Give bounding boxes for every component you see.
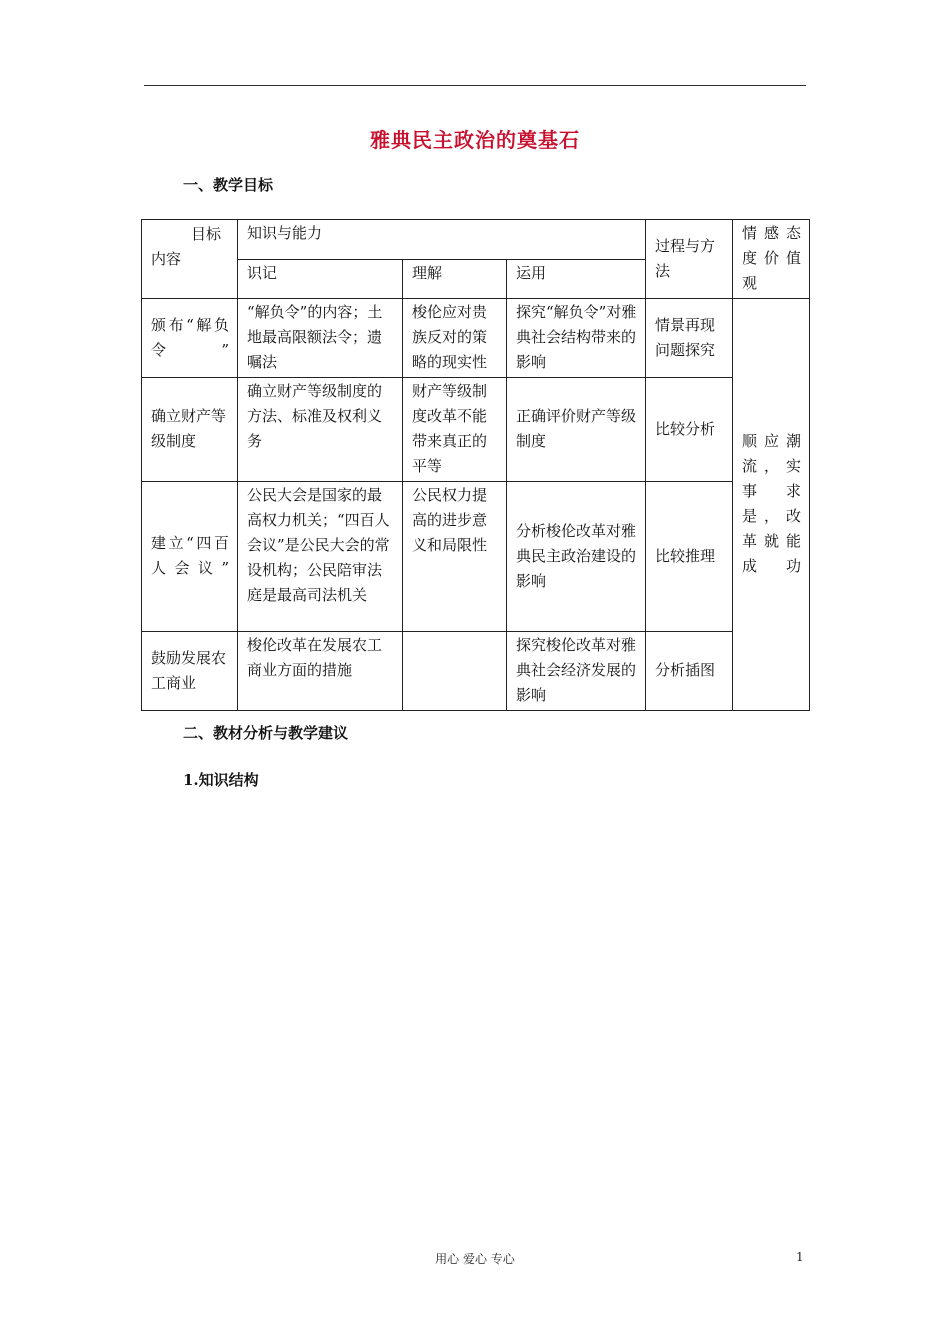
row-process-cell: 比较推理 bbox=[646, 482, 733, 632]
header-memory: 识记 bbox=[238, 259, 403, 299]
section-heading-analysis: 二、教材分析与教学建议 bbox=[183, 724, 349, 742]
row-process-cell: 分析插图 bbox=[646, 632, 733, 711]
row-apply-cell: 探究梭伦改革对雅典社会经济发展的影响 bbox=[507, 632, 646, 711]
row-apply-cell: 正确评价财产等级制度 bbox=[507, 378, 646, 482]
table-header-row bbox=[142, 220, 810, 260]
table-row bbox=[142, 482, 810, 632]
page-number: 1 bbox=[796, 1250, 804, 1264]
row-understand-cell: 公民权力提高的进步意义和局限性 bbox=[403, 482, 507, 632]
row-memory-cell: “解负令”的内容；土地最高限额法令；遗嘱法 bbox=[238, 299, 403, 378]
header-apply: 运用 bbox=[507, 259, 646, 299]
row-understand-cell bbox=[403, 632, 507, 711]
header-rule bbox=[144, 85, 806, 86]
row-content-cell: 颁布“解负令” bbox=[142, 299, 238, 378]
corner-label-content: 内容 bbox=[151, 250, 182, 268]
row-process-cell: 情景再现问题探究 bbox=[646, 299, 733, 378]
document-title: 雅典民主政治的奠基石 bbox=[370, 128, 580, 152]
row-understand-cell: 财产等级制度改革不能带来真正的平等 bbox=[403, 378, 507, 482]
table-row bbox=[142, 632, 810, 711]
header-emotion-attitude: 情感态度价值观 bbox=[733, 220, 810, 299]
row-process-cell: 比较分析 bbox=[646, 378, 733, 482]
row-memory-cell: 公民大会是国家的最高权力机关；“四百人会议”是公民大会的常设机构；公民陪审法庭是最高司法机关 bbox=[238, 482, 403, 632]
section-heading-teaching-goals: 一、教学目标 bbox=[183, 176, 274, 194]
row-understand-cell: 梭伦应对贵族反对的策略的现实性 bbox=[403, 299, 507, 378]
teaching-goals-table bbox=[141, 219, 810, 711]
emotion-value-cell: 顺应潮流，实事求是，改革就能成功 bbox=[733, 299, 810, 711]
row-apply-cell: 探究“解负令”对雅典社会结构带来的影响 bbox=[507, 299, 646, 378]
page-footer: 用心 爱心 专心 bbox=[435, 1252, 515, 1266]
row-memory-cell: 梭伦改革在发展农工商业方面的措施 bbox=[238, 632, 403, 711]
row-content-cell: 建立“四百人会议” bbox=[142, 482, 238, 632]
corner-label-goal: 目标 bbox=[190, 225, 221, 243]
subsection-heading-knowledge-structure: 1.知识结构 bbox=[183, 771, 259, 789]
header-understand: 理解 bbox=[403, 259, 507, 299]
corner-header-cell bbox=[142, 220, 238, 299]
table-row bbox=[142, 299, 810, 378]
header-knowledge-ability: 知识与能力 bbox=[238, 220, 646, 260]
row-apply-cell: 分析梭伦改革对雅典民主政治建设的影响 bbox=[507, 482, 646, 632]
header-process-method: 过程与方法 bbox=[646, 220, 733, 299]
row-content-cell: 确立财产等级制度 bbox=[142, 378, 238, 482]
row-memory-cell: 确立财产等级制度的方法、标准及权利义务 bbox=[238, 378, 403, 482]
row-content-cell: 鼓励发展农工商业 bbox=[142, 632, 238, 711]
table-row bbox=[142, 378, 810, 482]
